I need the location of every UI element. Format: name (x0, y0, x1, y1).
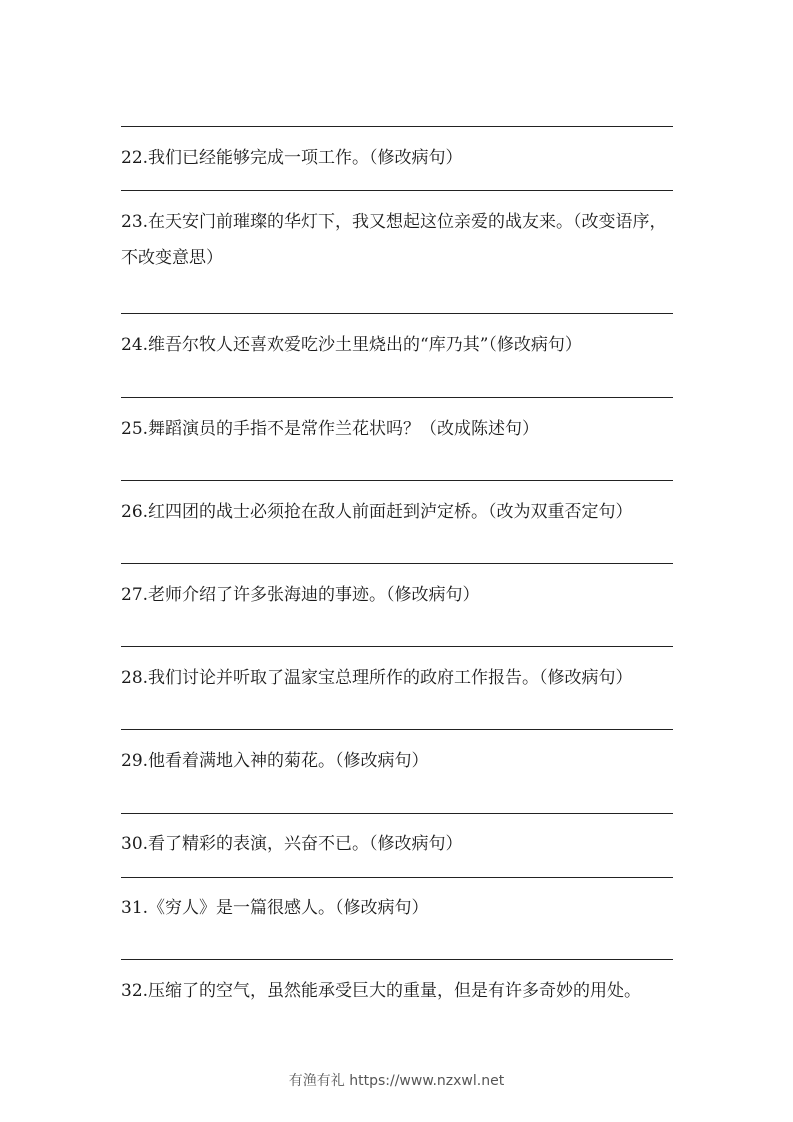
answer-line (121, 729, 673, 730)
question-23: 23.在天安门前璀璨的华灯下，我又想起这位亲爱的战友来。（改变语序，不改变意思） (121, 212, 667, 268)
question-25: 25.舞蹈演员的手指不是常作兰花状吗？（改成陈述句） (121, 419, 540, 439)
answer-line (121, 646, 673, 647)
question-30: 30.看了精彩的表演，兴奋不已。（修改病句） (121, 834, 463, 854)
question-22: 22.我们已经能够完成一项工作。（修改病句） (121, 148, 463, 168)
question-32: 32.压缩了的空气，虽然能承受巨大的重量，但是有许多奇妙的用处。 (121, 981, 642, 1001)
question-24: 24.维吾尔牧人还喜欢爱吃沙土里烧出的“库乃其”（修改病句） (121, 335, 582, 355)
answer-line (121, 877, 673, 878)
question-27: 27.老师介绍了许多张海迪的事迹。（修改病句） (121, 585, 480, 605)
answer-line (121, 313, 673, 314)
answer-line (121, 959, 673, 960)
question-31: 31.《穷人》是一篇很感人。（修改病句） (121, 898, 429, 918)
answer-line (121, 480, 673, 481)
answer-line (121, 397, 673, 398)
answer-line (121, 190, 673, 191)
footer-watermark: 有渔有礼 https://www.nzxwl.net (288, 1073, 505, 1089)
question-28: 28.我们讨论并听取了温家宝总理所作的政府工作报告。（修改病句） (121, 668, 633, 688)
question-29: 29.他看着满地入神的菊花。（修改病句） (121, 751, 429, 771)
answer-line (121, 813, 673, 814)
question-26: 26.红四团的战士必须抢在敌人前面赶到泸定桥。（改为双重否定句） (121, 502, 633, 522)
answer-line (121, 563, 673, 564)
answer-line (121, 126, 673, 127)
